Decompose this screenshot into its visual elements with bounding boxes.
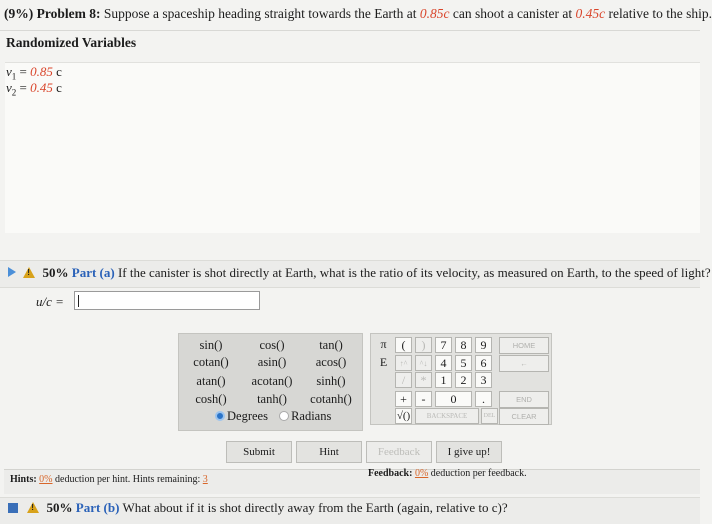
key-7[interactable]: 7 <box>435 337 452 353</box>
problem-label: Problem 8: <box>36 6 101 21</box>
problem-text-2: can shoot a canister at <box>452 6 573 21</box>
up-key[interactable]: ↑^ <box>395 355 412 371</box>
part-a-label: Part (a) <box>71 265 115 280</box>
cosh-button[interactable]: cosh() <box>195 392 227 406</box>
sinh-button[interactable]: sinh() <box>316 374 346 388</box>
cos-button[interactable]: cos() <box>259 338 285 352</box>
home-key[interactable]: HOME <box>499 337 549 354</box>
function-panel <box>178 333 363 431</box>
plus-key[interactable]: + <box>395 391 412 407</box>
key-1[interactable]: 1 <box>435 372 452 388</box>
problem-value-1: 0.85c <box>419 6 450 21</box>
answer-label: u/c = <box>36 294 64 309</box>
pi-key[interactable]: π <box>380 337 387 351</box>
del-key[interactable]: DEL <box>481 408 498 424</box>
sin-button[interactable]: sin() <box>199 338 223 352</box>
problem-statement <box>4 6 712 22</box>
part-b-percent: 50% <box>46 500 73 515</box>
divider <box>0 30 700 31</box>
sqrt-key[interactable]: √() <box>396 410 411 422</box>
problem-value-2: 0.45c <box>575 6 606 21</box>
clear-key[interactable]: CLEAR <box>499 408 549 425</box>
key-6[interactable]: 6 <box>475 355 492 371</box>
key-8[interactable]: 8 <box>455 337 472 353</box>
radians-radio[interactable] <box>279 411 289 421</box>
feedback-info: Feedback: 0% deduction per feedback. <box>368 468 527 479</box>
problem-text-1: Suppose a spaceship heading straight towards the Earth at <box>103 6 417 21</box>
end-key[interactable]: END <box>499 391 549 408</box>
part-b-status-icon <box>8 503 18 513</box>
open-paren-key[interactable]: ( <box>395 337 412 353</box>
warning-icon <box>27 502 39 513</box>
problem-weight: (9%) <box>4 6 34 21</box>
feedback-button[interactable]: Feedback <box>366 441 432 463</box>
submit-button[interactable]: Submit <box>226 441 292 463</box>
degrees-radio[interactable] <box>215 411 225 421</box>
atan-button[interactable]: atan() <box>196 374 226 388</box>
keypad <box>370 333 552 425</box>
hints-pct: 0% <box>39 474 53 485</box>
give-up-button[interactable]: I give up! <box>436 441 502 463</box>
part-a-percent: 50% <box>42 265 69 280</box>
angle-mode <box>215 409 331 424</box>
answer-input[interactable] <box>74 291 260 310</box>
cotanh-button[interactable]: cotanh() <box>310 392 352 406</box>
play-icon[interactable] <box>8 267 16 277</box>
down-key[interactable]: ^↓ <box>415 355 432 371</box>
key-9[interactable]: 9 <box>475 337 492 353</box>
key-0[interactable]: 0 <box>435 391 472 407</box>
acotan-button[interactable]: acotan() <box>251 374 293 388</box>
radians-label: Radians <box>291 409 332 423</box>
acos-button[interactable]: acos() <box>315 355 347 369</box>
variables-panel <box>5 62 700 233</box>
backspace-key[interactable]: BACKSPACE <box>415 408 479 424</box>
part-b-question-text: What about if it is shot directly away from the Earth (again, relative to c)? <box>122 500 508 515</box>
minus-key[interactable]: - <box>415 391 432 407</box>
text-caret <box>78 295 79 307</box>
close-paren-key[interactable]: ) <box>415 337 432 353</box>
feedback-pct: 0% <box>414 468 429 479</box>
hints-remaining: 3 <box>202 474 208 485</box>
left-arrow-key[interactable]: ← <box>499 355 549 372</box>
degrees-label: Degrees <box>227 409 268 423</box>
cotan-button[interactable]: cotan() <box>193 355 229 369</box>
tanh-button[interactable]: tanh() <box>257 392 287 406</box>
key-3[interactable]: 3 <box>475 372 492 388</box>
key-5[interactable]: 5 <box>455 355 472 371</box>
variable-v1: $v_1 = 0.85$ c <box>6 64 62 82</box>
tan-button[interactable]: tan() <box>319 338 343 352</box>
part-b-label: Part (b) <box>75 500 120 515</box>
slash-key[interactable]: / <box>395 372 412 388</box>
warning-icon <box>23 267 35 278</box>
variable-v2: $v_2 = 0.45$ c <box>6 80 62 98</box>
problem-text-3: relative to the ship. <box>608 6 712 21</box>
key-2[interactable]: 2 <box>455 372 472 388</box>
part-a-question <box>8 265 711 281</box>
randomized-variables-title: Randomized Variables <box>6 35 137 50</box>
asin-button[interactable]: asin() <box>257 355 287 369</box>
key-4[interactable]: 4 <box>435 355 452 371</box>
part-b-question <box>8 500 508 516</box>
dot-key[interactable]: . <box>475 391 492 407</box>
e-key[interactable]: E <box>379 355 388 369</box>
hint-button[interactable]: Hint <box>296 441 362 463</box>
part-a-question-text: If the canister is shot directly at Earth, what is the ratio of its velocity, as measured on Earth, to the speed of light? <box>117 265 711 280</box>
hints-info: Hints: 0% deduction per hint. Hints remaining: 3 <box>10 474 208 485</box>
star-key[interactable]: * <box>415 372 432 388</box>
